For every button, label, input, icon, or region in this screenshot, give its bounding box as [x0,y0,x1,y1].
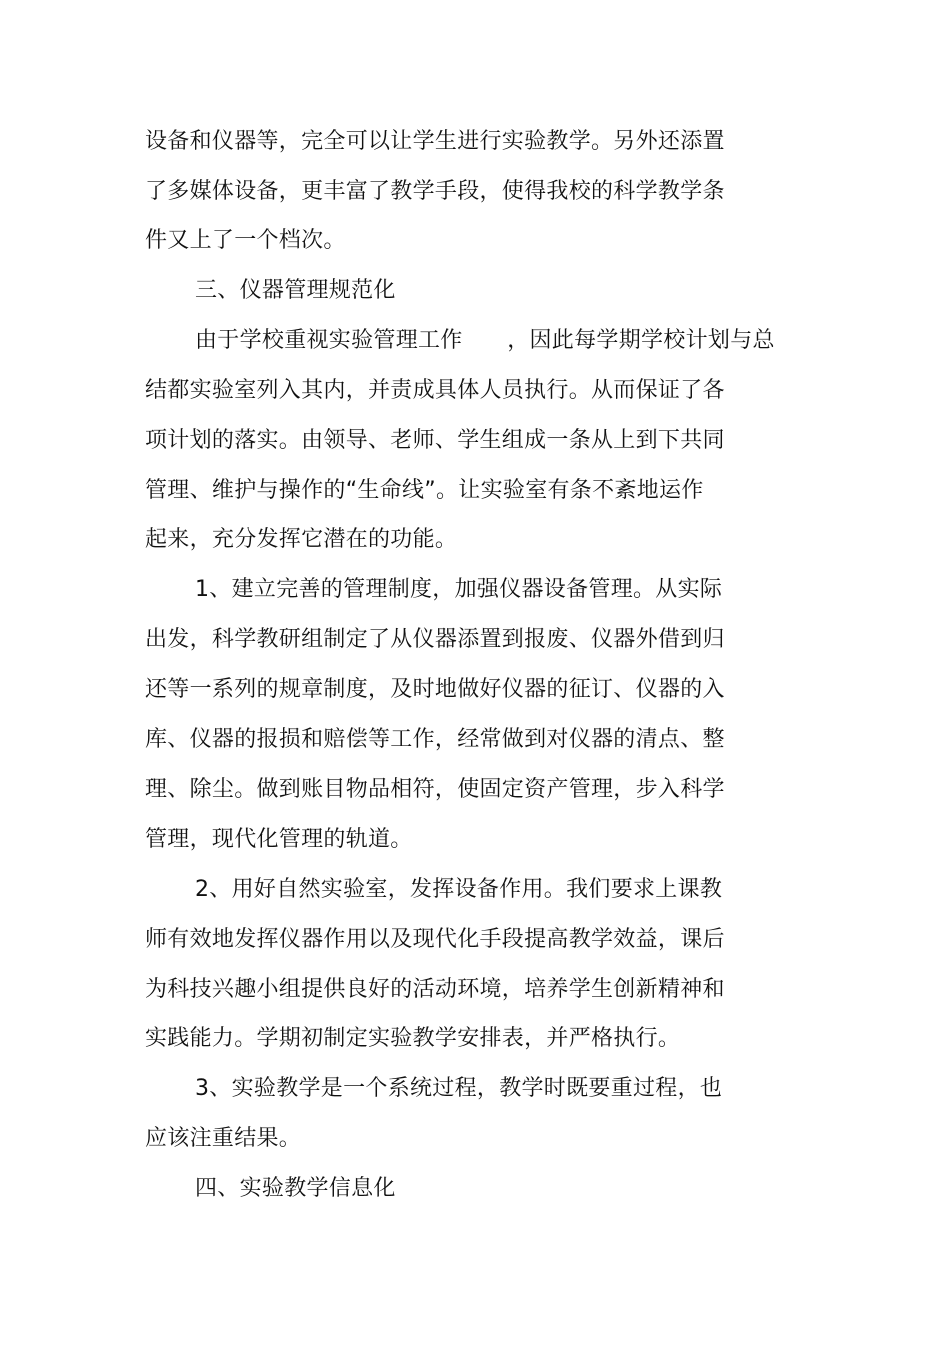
text-line: 起来，充分发挥它潜在的功能。 [145,527,458,552]
text-line: 结都实验室列入其内，并责成具体人员执行。从而保证了各 [145,378,725,403]
text-line: 1、建立完善的管理制度，加强仪器设备管理。从实际 [195,577,723,602]
section-heading: 三、仪器管理规范化 [195,278,396,303]
text-line: 理、除尘。做到账目物品相符，使固定资产管理，步入科学 [145,777,725,802]
text-line: 师有效地发挥仪器作用以及现代化手段提高教学效益，课后 [145,927,725,952]
text-line: 应该注重结果。 [145,1126,302,1151]
text-line: 出发，科学教研组制定了从仪器添置到报废、仪器外借到归 [145,627,725,652]
text-line: 还等一系列的规章制度，及时地做好仪器的征订、仪器的入 [145,677,725,702]
text-line: 项计划的落实。由领导、老师、学生组成一条从上到下共同 [145,428,725,453]
text-line: 3、实验教学是一个系统过程，教学时既要重过程，也 [195,1076,723,1101]
section-heading: 四、实验教学信息化 [195,1176,396,1201]
text-line: 了多媒体设备，更丰富了教学手段，使得我校的科学教学条 [145,179,725,204]
text-line: 库、仪器的报损和赔偿等工作，经常做到对仪器的清点、整 [145,727,725,752]
text-line: 由于学校重视实验管理工作 ，因此每学期学校计划与总 [195,328,775,353]
text-line: 管理，现代化管理的轨道。 [145,827,413,852]
text-line: 设备和仪器等，完全可以让学生进行实验教学。另外还添置 [145,129,725,154]
text-line: 管理、维护与操作的“生命线”。让实验室有条不紊地运作 [145,478,704,503]
text-line: 为科技兴趣小组提供良好的活动环境，培养学生创新精神和 [145,977,725,1002]
text-line: 实践能力。学期初制定实验教学安排表，并严格执行。 [145,1026,681,1051]
text-line: 件又上了一个档次。 [145,228,346,253]
text-line: 2、用好自然实验室，发挥设备作用。我们要求上课教 [195,877,723,902]
